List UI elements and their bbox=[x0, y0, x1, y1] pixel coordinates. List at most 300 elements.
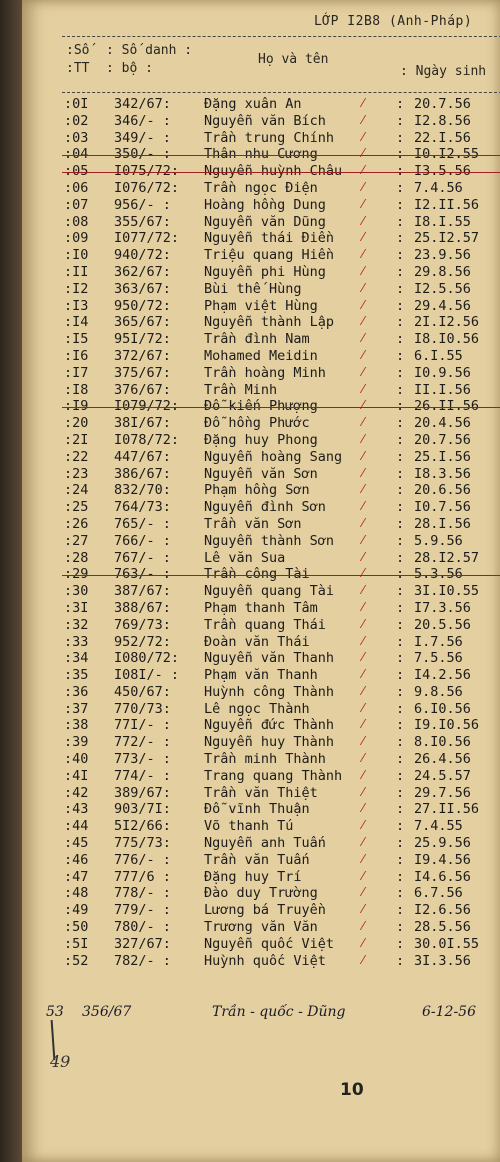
row-name: Phạm thanh Tâm bbox=[204, 599, 318, 616]
table-row bbox=[62, 919, 500, 936]
check-mark-icon: ⁄ bbox=[362, 129, 365, 144]
row-sbd: 952/72: bbox=[114, 633, 171, 650]
row-separator: : bbox=[396, 566, 405, 583]
row-name: Lê văn Sua bbox=[204, 549, 286, 566]
check-mark-icon: ⁄ bbox=[362, 633, 365, 648]
row-separator: : bbox=[396, 835, 405, 852]
row-stt: :44 bbox=[64, 818, 89, 835]
check-mark-icon: ⁄ bbox=[362, 499, 365, 514]
row-sbd: 766/- : bbox=[114, 532, 171, 549]
row-stt: :32 bbox=[64, 616, 89, 633]
table-row bbox=[62, 801, 500, 818]
row-stt: :38 bbox=[64, 717, 89, 734]
row-separator: : bbox=[396, 331, 405, 348]
check-mark-icon: ⁄ bbox=[362, 566, 365, 581]
table-row bbox=[62, 785, 500, 802]
row-dob: 28.I.56 bbox=[414, 515, 471, 532]
row-stt: :0I bbox=[64, 96, 89, 112]
row-sbd: I076/72: bbox=[114, 179, 180, 196]
row-dob: I0.I2.55 bbox=[414, 146, 480, 163]
check-mark-icon: ⁄ bbox=[362, 146, 365, 161]
table-row bbox=[62, 734, 500, 751]
row-name: Trần Minh bbox=[204, 381, 278, 398]
row-name: Lương bá Truyền bbox=[204, 902, 326, 919]
row-stt: :47 bbox=[64, 868, 89, 885]
row-name: Hoàng hồng Dung bbox=[204, 196, 326, 213]
row-stt: :40 bbox=[64, 751, 89, 768]
row-stt: :20 bbox=[64, 415, 89, 432]
table-row bbox=[62, 953, 500, 970]
row-name: Đặng xuân An bbox=[204, 96, 302, 112]
row-dob: 30.0I.55 bbox=[414, 935, 480, 952]
header-stt bbox=[66, 42, 89, 78]
row-dob: 25.I.56 bbox=[414, 448, 471, 465]
row-stt: :42 bbox=[64, 784, 89, 801]
row-sbd: 77I/- : bbox=[114, 717, 171, 734]
row-separator: : bbox=[396, 230, 405, 247]
row-name: Trần công Tài bbox=[204, 566, 310, 583]
row-stt: :I2 bbox=[64, 280, 89, 297]
row-name: Nguyễn phi Hùng bbox=[204, 263, 326, 280]
header-stt-line1: :Số bbox=[66, 43, 90, 58]
row-sbd: 770/73: bbox=[114, 700, 171, 717]
check-mark-icon: ⁄ bbox=[362, 700, 365, 715]
strike-through-line bbox=[62, 575, 500, 576]
table-row bbox=[62, 180, 500, 197]
check-mark-icon: ⁄ bbox=[362, 784, 365, 799]
row-stt: :3I bbox=[64, 599, 89, 616]
row-sbd: 764/73: bbox=[114, 499, 171, 516]
row-name: Lê ngọc Thành bbox=[204, 700, 310, 717]
row-dob: 20.5.56 bbox=[414, 616, 471, 633]
row-separator: : bbox=[396, 549, 405, 566]
row-separator: : bbox=[396, 179, 405, 196]
header-dob: : Ngày sinh bbox=[400, 64, 487, 79]
row-dob: 28.I2.57 bbox=[414, 549, 480, 566]
row-sbd: 956/- : bbox=[114, 196, 171, 213]
row-name: Trần minh Thành bbox=[204, 751, 326, 768]
check-mark-icon: ⁄ bbox=[362, 331, 365, 346]
row-sbd: 767/- : bbox=[114, 549, 171, 566]
row-sbd: 776/- : bbox=[114, 851, 171, 868]
row-name: Nguyễn thành Lập bbox=[204, 314, 335, 331]
table-row bbox=[62, 146, 500, 163]
row-dob: 24.5.57 bbox=[414, 767, 471, 784]
check-mark-icon: ⁄ bbox=[362, 935, 365, 950]
table-row bbox=[62, 130, 500, 147]
check-mark-icon: ⁄ bbox=[362, 919, 365, 934]
row-name: Bùi thế Hùng bbox=[204, 280, 302, 297]
table-row bbox=[62, 365, 500, 382]
row-sbd: 346/- : bbox=[114, 112, 171, 129]
row-stt: :4I bbox=[64, 767, 89, 784]
check-mark-icon: ⁄ bbox=[362, 112, 365, 127]
row-stt: :5I bbox=[64, 935, 89, 952]
table-row bbox=[62, 936, 500, 953]
row-dob: I2.6.56 bbox=[414, 902, 471, 919]
row-sbd: 772/- : bbox=[114, 734, 171, 751]
check-mark-icon: ⁄ bbox=[362, 532, 365, 547]
row-name: Võ thanh Tú bbox=[204, 818, 294, 835]
row-name: Trần quang Thái bbox=[204, 616, 326, 633]
row-sbd: I078/72: bbox=[114, 431, 180, 448]
row-sbd: I079/72: bbox=[114, 398, 180, 415]
check-mark-icon: ⁄ bbox=[362, 734, 365, 749]
row-dob: 8.I0.56 bbox=[414, 734, 471, 751]
row-stt: :48 bbox=[64, 885, 89, 902]
row-sbd: 376/67: bbox=[114, 381, 171, 398]
row-dob: 2I.I2.56 bbox=[414, 314, 480, 331]
row-stt: :23 bbox=[64, 465, 89, 482]
row-sbd: 765/- : bbox=[114, 515, 171, 532]
row-name: Phạm văn Thanh bbox=[204, 667, 318, 684]
row-separator: : bbox=[396, 767, 405, 784]
row-dob: 3I.I0.55 bbox=[414, 583, 480, 600]
row-stt: :I3 bbox=[64, 297, 89, 314]
handwritten-name: Trần - quốc - Dũng bbox=[212, 1004, 346, 1020]
row-name: Đào duy Trường bbox=[204, 885, 318, 902]
header-name: Họ và tên bbox=[258, 52, 329, 67]
row-separator: : bbox=[396, 482, 405, 499]
row-sbd: I075/72: bbox=[114, 163, 180, 180]
row-dob: 22.I.56 bbox=[414, 129, 471, 146]
table-row bbox=[62, 264, 500, 281]
row-separator: : bbox=[396, 96, 405, 112]
strike-through-line bbox=[62, 155, 500, 156]
row-dob: I4.2.56 bbox=[414, 667, 471, 684]
row-separator: : bbox=[396, 616, 405, 633]
row-dob: I7.3.56 bbox=[414, 599, 471, 616]
row-stt: :45 bbox=[64, 835, 89, 852]
row-dob: 28.5.56 bbox=[414, 919, 471, 936]
row-sbd: 780/- : bbox=[114, 919, 171, 936]
row-dob: II.I.56 bbox=[414, 381, 471, 398]
table-row bbox=[62, 449, 500, 466]
check-mark-icon: ⁄ bbox=[362, 667, 365, 682]
row-separator: : bbox=[396, 448, 405, 465]
row-sbd: 372/67: bbox=[114, 347, 171, 364]
table-row bbox=[62, 163, 500, 180]
row-dob: I2.8.56 bbox=[414, 112, 471, 129]
page-number: 10 bbox=[340, 1080, 364, 1100]
row-name: Phạm hồng Sơn bbox=[204, 482, 310, 499]
row-stt: :27 bbox=[64, 532, 89, 549]
table-row bbox=[62, 298, 500, 315]
row-sbd: 782/- : bbox=[114, 952, 171, 969]
row-dob: 29.7.56 bbox=[414, 784, 471, 801]
row-dob: 7.4.55 bbox=[414, 818, 463, 835]
row-name: Nguyễn huy Thành bbox=[204, 734, 335, 751]
row-separator: : bbox=[396, 599, 405, 616]
row-stt: :II bbox=[64, 263, 89, 280]
row-stt: :50 bbox=[64, 919, 89, 936]
check-mark-icon: ⁄ bbox=[362, 549, 365, 564]
row-dob: 5.3.56 bbox=[414, 566, 463, 583]
row-sbd: 763/- : bbox=[114, 566, 171, 583]
row-separator: : bbox=[396, 129, 405, 146]
row-dob: 3I.3.56 bbox=[414, 952, 471, 969]
row-separator: : bbox=[396, 347, 405, 364]
row-sbd: 375/67: bbox=[114, 364, 171, 381]
row-sbd: 327/67: bbox=[114, 935, 171, 952]
row-dob: 26.4.56 bbox=[414, 751, 471, 768]
table-row bbox=[62, 684, 500, 701]
check-mark-icon: ⁄ bbox=[362, 616, 365, 631]
row-separator: : bbox=[396, 919, 405, 936]
row-dob: I4.6.56 bbox=[414, 868, 471, 885]
header-sbd bbox=[106, 42, 192, 78]
row-name: Đỗ hồng Phước bbox=[204, 415, 310, 432]
row-stt: :22 bbox=[64, 448, 89, 465]
row-name: Nguyễn thái Điền bbox=[204, 230, 335, 247]
check-mark-icon: ⁄ bbox=[362, 297, 365, 312]
row-name: Nguyễn thành Sơn bbox=[204, 532, 335, 549]
row-dob: 23.9.56 bbox=[414, 247, 471, 264]
check-mark-icon: ⁄ bbox=[362, 801, 365, 816]
row-stt: :05 bbox=[64, 163, 89, 180]
row-separator: : bbox=[396, 885, 405, 902]
handwritten-dob: 6-12-56 bbox=[422, 1004, 476, 1020]
row-separator: : bbox=[396, 700, 405, 717]
row-dob: 20.7.56 bbox=[414, 431, 471, 448]
row-dob: 9.8.56 bbox=[414, 683, 463, 700]
row-dob: I8.3.56 bbox=[414, 465, 471, 482]
row-separator: : bbox=[396, 398, 405, 415]
table-row bbox=[62, 818, 500, 835]
row-separator: : bbox=[396, 515, 405, 532]
row-stt: :39 bbox=[64, 734, 89, 751]
row-dob: I0.9.56 bbox=[414, 364, 471, 381]
row-name: Đặng huy Trí bbox=[204, 868, 302, 885]
row-sbd: 447/67: bbox=[114, 448, 171, 465]
row-separator: : bbox=[396, 717, 405, 734]
row-name: Đặng huy Phong bbox=[204, 431, 318, 448]
row-stt: :30 bbox=[64, 583, 89, 600]
check-mark-icon: ⁄ bbox=[362, 902, 365, 917]
row-stt: :28 bbox=[64, 549, 89, 566]
row-sbd: 389/67: bbox=[114, 784, 171, 801]
row-sbd: 363/67: bbox=[114, 280, 171, 297]
row-dob: I9.4.56 bbox=[414, 851, 471, 868]
row-dob: I8.I0.56 bbox=[414, 331, 480, 348]
check-mark-icon: ⁄ bbox=[362, 247, 365, 262]
row-stt: :09 bbox=[64, 230, 89, 247]
row-stt: :36 bbox=[64, 683, 89, 700]
row-separator: : bbox=[396, 415, 405, 432]
row-stt: :26 bbox=[64, 515, 89, 532]
table-row bbox=[62, 650, 500, 667]
table-row bbox=[62, 415, 500, 432]
row-name: Đỗ vĩnh Thuận bbox=[204, 801, 310, 818]
row-name: Nguyễn anh Tuấn bbox=[204, 835, 326, 852]
row-stt: :24 bbox=[64, 482, 89, 499]
row-sbd: 950/72: bbox=[114, 297, 171, 314]
check-mark-icon: ⁄ bbox=[362, 465, 365, 480]
check-mark-icon: ⁄ bbox=[362, 364, 365, 379]
row-name: Trần trung Chính bbox=[204, 129, 335, 146]
row-sbd: 342/67: bbox=[114, 96, 171, 112]
check-mark-icon: ⁄ bbox=[362, 482, 365, 497]
row-separator: : bbox=[396, 818, 405, 835]
check-mark-icon: ⁄ bbox=[362, 280, 365, 295]
row-dob: 6.7.56 bbox=[414, 885, 463, 902]
row-separator: : bbox=[396, 650, 405, 667]
row-dob: I2.II.56 bbox=[414, 196, 480, 213]
row-separator: : bbox=[396, 297, 405, 314]
row-dob: 25.I2.57 bbox=[414, 230, 480, 247]
handwritten-sbd: 356/67 bbox=[82, 1004, 132, 1020]
row-separator: : bbox=[396, 196, 405, 213]
row-stt: :I7 bbox=[64, 364, 89, 381]
row-name: Nguyễn văn Sơn bbox=[204, 465, 318, 482]
row-stt: :46 bbox=[64, 851, 89, 868]
handwritten-row bbox=[46, 1004, 500, 1026]
check-mark-icon: ⁄ bbox=[362, 196, 365, 211]
check-mark-icon: ⁄ bbox=[362, 767, 365, 782]
document-page bbox=[22, 0, 500, 1162]
row-stt: :04 bbox=[64, 146, 89, 163]
row-separator: : bbox=[396, 801, 405, 818]
row-sbd: I077/72: bbox=[114, 230, 180, 247]
row-sbd: I080/72: bbox=[114, 650, 180, 667]
binding-edge bbox=[0, 0, 22, 1162]
row-separator: : bbox=[396, 952, 405, 969]
table-row bbox=[62, 398, 500, 415]
row-sbd: 940/72: bbox=[114, 247, 171, 264]
row-dob: 7.5.56 bbox=[414, 650, 463, 667]
row-stt: :07 bbox=[64, 196, 89, 213]
row-stt: :03 bbox=[64, 129, 89, 146]
row-dob: I3.5.56 bbox=[414, 163, 471, 180]
row-name: Trần văn Tuấn bbox=[204, 851, 310, 868]
row-name: Huỳnh công Thành bbox=[204, 683, 335, 700]
row-separator: : bbox=[396, 213, 405, 230]
strike-through-line bbox=[62, 172, 500, 173]
row-separator: : bbox=[396, 280, 405, 297]
check-mark-icon: ⁄ bbox=[362, 263, 365, 278]
row-dob: I8.I.55 bbox=[414, 213, 471, 230]
row-name: Nguyễn quốc Việt bbox=[204, 935, 335, 952]
table-row bbox=[62, 466, 500, 483]
row-sbd: 362/67: bbox=[114, 263, 171, 280]
row-sbd: 774/- : bbox=[114, 767, 171, 784]
table-row bbox=[62, 751, 500, 768]
header-rule-bottom bbox=[62, 92, 500, 93]
tally-count: 49 bbox=[50, 1052, 71, 1071]
check-mark-icon: ⁄ bbox=[362, 952, 365, 967]
row-stt: :I9 bbox=[64, 398, 89, 415]
row-sbd: 355/67: bbox=[114, 213, 171, 230]
row-sbd: 778/- : bbox=[114, 885, 171, 902]
check-mark-icon: ⁄ bbox=[362, 515, 365, 530]
table-row bbox=[62, 852, 500, 869]
table-row bbox=[62, 533, 500, 550]
table-row bbox=[62, 566, 500, 583]
row-dob: 27.II.56 bbox=[414, 801, 480, 818]
row-dob: 20.7.56 bbox=[414, 96, 471, 112]
table-row bbox=[62, 516, 500, 533]
row-sbd: 387/67: bbox=[114, 583, 171, 600]
header-sbd-line1: : Số danh : bbox=[106, 43, 193, 58]
row-stt: :06 bbox=[64, 179, 89, 196]
row-sbd: 903/7I: bbox=[114, 801, 171, 818]
row-sbd: 779/- : bbox=[114, 902, 171, 919]
row-separator: : bbox=[396, 381, 405, 398]
row-name: Thân nhu Cương bbox=[204, 146, 318, 163]
row-name: Nguyễn hoàng Sang bbox=[204, 448, 343, 465]
table-row bbox=[62, 499, 500, 516]
row-sbd: 5I2/66: bbox=[114, 818, 171, 835]
table-row bbox=[62, 247, 500, 264]
row-stt: :43 bbox=[64, 801, 89, 818]
row-name: Triệu quang Hiền bbox=[204, 247, 335, 264]
row-stt: :I0 bbox=[64, 247, 89, 264]
row-separator: : bbox=[396, 667, 405, 684]
header-rule-top bbox=[62, 36, 500, 37]
row-dob: 26.II.56 bbox=[414, 398, 480, 415]
check-mark-icon: ⁄ bbox=[362, 163, 365, 178]
table-row bbox=[62, 617, 500, 634]
table-row bbox=[62, 96, 500, 113]
row-stt: :37 bbox=[64, 700, 89, 717]
row-name: Nguyễn văn Dũng bbox=[204, 213, 326, 230]
table-row bbox=[62, 550, 500, 567]
row-sbd: 95I/72: bbox=[114, 331, 171, 348]
row-separator: : bbox=[396, 734, 405, 751]
table-row bbox=[62, 869, 500, 886]
row-stt: :08 bbox=[64, 213, 89, 230]
check-mark-icon: ⁄ bbox=[362, 717, 365, 732]
row-sbd: 832/70: bbox=[114, 482, 171, 499]
check-mark-icon: ⁄ bbox=[362, 415, 365, 430]
check-mark-icon: ⁄ bbox=[362, 683, 365, 698]
row-separator: : bbox=[396, 902, 405, 919]
row-dob: I2.5.56 bbox=[414, 280, 471, 297]
table-row bbox=[62, 281, 500, 298]
row-sbd: 38I/67: bbox=[114, 415, 171, 432]
row-stt: :29 bbox=[64, 566, 89, 583]
row-name: Đỗ kiến Phượng bbox=[204, 398, 318, 415]
row-name: Trang quang Thành bbox=[204, 767, 343, 784]
row-stt: :35 bbox=[64, 667, 89, 684]
handwritten-stt: 53 bbox=[46, 1004, 64, 1020]
check-mark-icon: ⁄ bbox=[362, 650, 365, 665]
row-dob: 29.4.56 bbox=[414, 297, 471, 314]
table-row bbox=[62, 885, 500, 902]
row-stt: :I5 bbox=[64, 331, 89, 348]
row-name: Trần văn Sơn bbox=[204, 515, 302, 532]
row-dob: 6.I.55 bbox=[414, 347, 463, 364]
row-stt: :I8 bbox=[64, 381, 89, 398]
check-mark-icon: ⁄ bbox=[362, 179, 365, 194]
row-sbd: I08I/- : bbox=[114, 667, 180, 684]
check-mark-icon: ⁄ bbox=[362, 599, 365, 614]
row-sbd: 349/- : bbox=[114, 129, 171, 146]
row-stt: :33 bbox=[64, 633, 89, 650]
check-mark-icon: ⁄ bbox=[362, 347, 365, 362]
row-dob: 29.8.56 bbox=[414, 263, 471, 280]
row-separator: : bbox=[396, 751, 405, 768]
row-dob: 25.9.56 bbox=[414, 835, 471, 852]
table-row bbox=[62, 701, 500, 718]
check-mark-icon: ⁄ bbox=[362, 885, 365, 900]
row-sbd: 450/67: bbox=[114, 683, 171, 700]
row-name: Trần ngọc Điện bbox=[204, 179, 318, 196]
check-mark-icon: ⁄ bbox=[362, 448, 365, 463]
row-name: Mohamed Meidin bbox=[204, 347, 318, 364]
strike-through-line bbox=[62, 407, 500, 408]
row-separator: : bbox=[396, 163, 405, 180]
